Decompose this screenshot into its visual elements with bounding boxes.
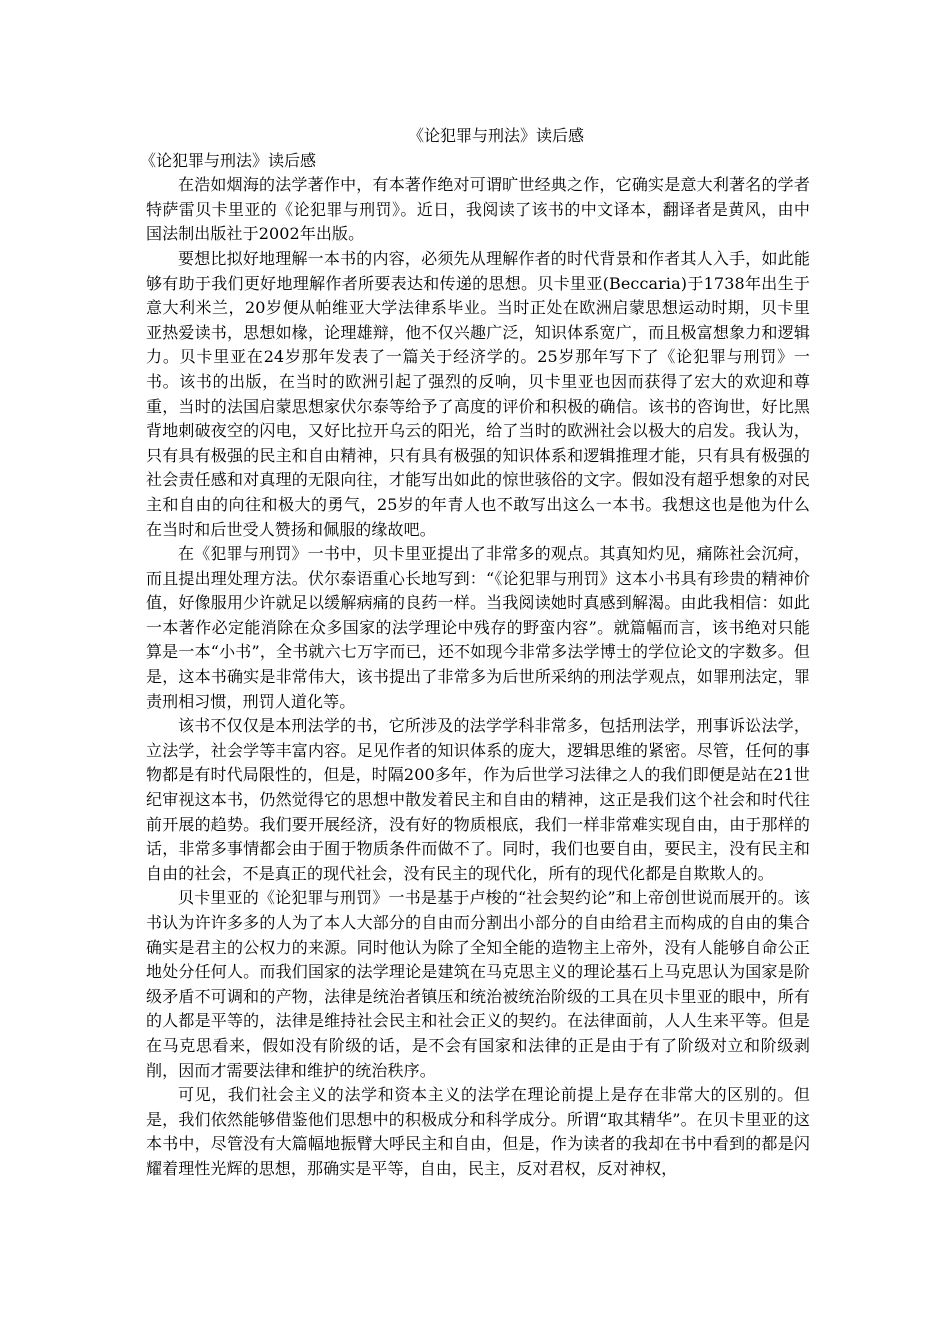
document-subtitle: 《论犯罪与刑法》读后感 (140, 150, 317, 170)
paragraph-3: 在《犯罪与刑罚》一书中，贝卡里亚提出了非常多的观点。其真知灼见，痛陈社会沉疴，而且提出理处理方法。伏尔泰语重心长地写到：“《论犯罪与刑罚》这本小书具有珍贵的精神价值，好像服用少许就足以缓解病痛的良药一样。当我阅读她时真感到解渴。由此我相信：如此一本著作必定能消除在众多国家的法学理论中残存的野蛮内容”。就篇幅而言，该书绝对只能算是一本“小书”，全书就六七万字而已，还不如现今非常多法学博士的学位论文的字数多。但是，这本书确实是非常伟大，该书提出了非常多为后世所采纳的刑法学观点，如罪刑法定，罪责刑相习惯，刑罚人道化等。 (146, 544, 810, 711)
paragraph-6: 可见，我们社会主义的法学和资本主义的法学在理论前提上是存在非常大的区别的。但是，我们依然能够借鉴他们思想中的积极成分和科学成分。所谓“取其精华”。在贝卡里亚的这本书中，尽管没有大篇幅地振臂大呼民主和自由，但是，作为读者的我却在书中看到的都是闪耀着理性光辉的思想，那确实是平等，自由，民主，反对君权，反对神权， (146, 1085, 810, 1178)
document-title: 《论犯罪与刑法》读后感 (407, 126, 584, 145)
document-body (140, 124, 810, 1182)
paragraph-5: 贝卡里亚的《论犯罪与刑罚》一书是基于卢梭的“社会契约论”和上帝创世说而展开的。该书认为许许多多的人为了本人大部分的自由而分割出小部分的自由给君主而构成的自由的集合确实是君主的公权力的来源。同时他认为除了全知全能的造物主上帝外，没有人能够自命公正地处分任何人。而我们国家的法学理论是建筑在马克思主义的理论基石上马克思认为国家是阶级矛盾不可调和的产物，法律是统治者镇压和统治被统治阶级的工具在贝卡里亚的眼中，所有的人都是平等的，法律是维持社会民主和社会正义的契约。在法律面前，人人生来平等。但是在马克思看来，假如没有阶级的话，是不会有国家和法律的正是由于有了阶级对立和阶级剥削，因而才需要法律和维护的统治秩序。 (146, 888, 810, 1080)
paragraph-2: 要想比拟好地理解一本书的内容，必须先从理解作者的时代背景和作者其人入手，如此能够有助于我们更好地理解作者所要表达和传递的思想。贝卡里亚(Beccaria)于1738年出生于意大利米兰，20岁便从帕维亚大学法律系毕业。当时正处在欧洲启蒙思想运动时期，贝卡里亚热爱读书，思想如椽，论理雄辩，他不仅兴趣广泛，知识体系宽广，而且极富想象力和逻辑力。贝卡里亚在24岁那年发表了一篇关于经济学的。25岁那年写下了《论犯罪与刑罚》一书。该书的出版，在当时的欧洲引起了强烈的反响，贝卡里亚也因而获得了宏大的欢迎和尊重，当时的法国启蒙思想家伏尔泰等给予了高度的评价和积极的确信。该书的咨询世，好比黑背地刺破夜空的闪电，又好比拉开乌云的阳光，给了当时的欧洲社会以极大的启发。我认为，只有具有极强的民主和自由精神，只有具有极强的知识体系和逻辑推理才能，只有具有极强的社会责任感和对真理的无限向往，才能写出如此的惊世骇俗的文字。假如没有超乎想象的对民主和自由的向往和极大的勇气，25岁的年青人也不敢写出这么一本书。我想这也是他为什么在当时和后世受人赞扬和佩服的缘故吧。 (146, 248, 810, 539)
paragraph-1: 在浩如烟海的法学著作中，有本著作绝对可谓旷世经典之作，它确实是意大利著名的学者特萨雷贝卡里亚的《论犯罪与刑罚》。近日，我阅读了该书的中文译本，翻译者是黄风，由中国法制出版社于2002年出版。 (146, 175, 810, 244)
paragraph-4: 该书不仅仅是本刑法学的书，它所涉及的法学学科非常多，包括刑法学，刑事诉讼法学，立法学，社会学等丰富内容。足见作者的知识体系的庞大，逻辑思维的紧密。尽管，任何的事物都是有时代局限性的，但是，时隔200多年，作为后世学习法律之人的我们即便是站在21世纪审视这本书，仍然觉得它的思想中散发着民主和自由的精神，这正是我们这个社会和时代往前开展的趋势。我们要开展经济，没有好的物质根底，我们一样非常难实现自由，由于那样的话，非常多事情都会由于囿于物质条件而做不了。同时，我们也要自由，要民主，没有民主和自由的社会，不是真正的现代社会，没有民主的现代化，所有的现代化都是自欺欺人的。 (146, 716, 810, 883)
